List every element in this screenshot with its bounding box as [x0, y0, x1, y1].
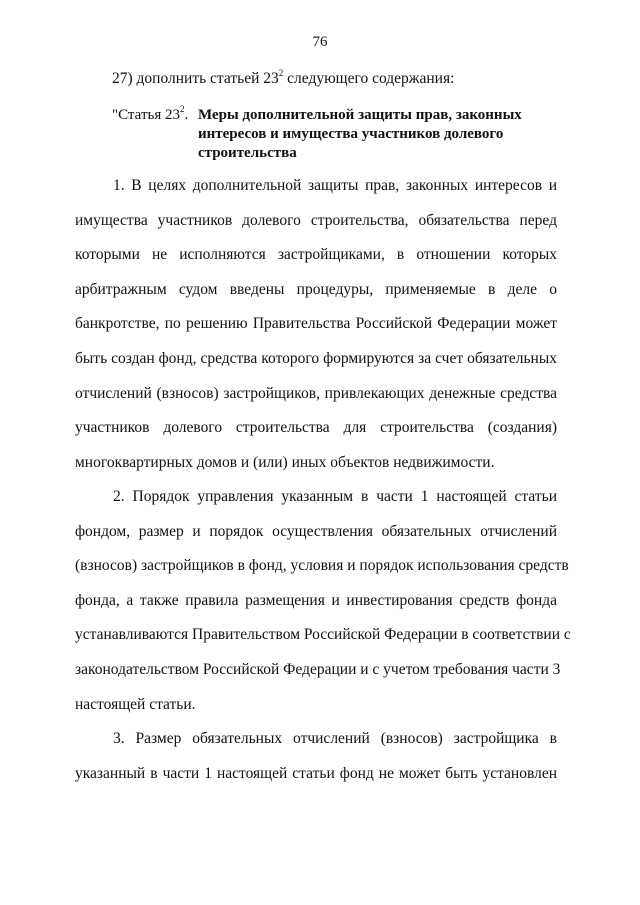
article-label-suffix: .	[184, 107, 189, 123]
paragraph-3	[75, 722, 557, 791]
paragraph-line: которыми не исполняются застройщиками, в отношении которых	[75, 246, 557, 264]
paragraph-line: участников долевого строительства для строительства (создания)	[75, 419, 557, 437]
paragraph-line: 3. Размер обязательных отчислений (взносов) застройщика в	[113, 730, 557, 747]
paragraph-line: указанный в части 1 настоящей статьи фонд не может быть установлен	[75, 764, 557, 782]
page-number: 76	[312, 34, 328, 50]
paragraph-line: законодательством Российской Федерации и с учетом требования части 3	[75, 660, 561, 678]
paragraph-line: 1. В целях дополнительной защиты прав, законных интересов и	[113, 177, 557, 194]
article-title-line: Меры дополнительной защиты прав, законных	[198, 107, 522, 123]
paragraph-line: банкротстве, по решению Правительства Российской Федерации может	[75, 315, 557, 333]
paragraph-line: устанавливаются Правительством Российской Федерации в соответствии с	[75, 626, 571, 644]
paragraph-line: отчислений (взносов) застройщиков, привлекающих денежные средства	[75, 384, 557, 402]
paragraph-line: (взносов) застройщиков в фонд, условия и порядок использования средств	[75, 557, 569, 575]
paragraph-line: многоквартирных домов и (или) иных объектов недвижимости.	[75, 453, 495, 471]
paragraph-line: имущества участников долевого строительства, обязательства перед	[75, 211, 557, 229]
article-label-prefix: "Статья 23	[112, 107, 180, 123]
paragraph-line: арбитражным судом введены процедуры, применяемые в деле о	[75, 280, 557, 298]
paragraph-line: настоящей статьи.	[75, 695, 196, 713]
paragraph-line: фонда, а также правила размещения и инвестирования средств фонда	[75, 591, 557, 609]
amendment-intro-prefix: 27) дополнить статьей 23	[112, 70, 279, 87]
paragraph-line: 2. Порядок управления указанным в части 1 настоящей статьи	[113, 488, 557, 505]
article-title	[198, 106, 548, 163]
article-label	[112, 106, 188, 125]
article-title-line: интересов и имущества участников долевого	[198, 126, 504, 142]
article-title-line: строительства	[198, 145, 297, 161]
paragraph-1	[75, 169, 557, 480]
paragraph-line: фондом, размер и порядок осуществления обязательных отчислений	[75, 522, 557, 540]
paragraph-line: быть создан фонд, средства которого формируются за счет обязательных	[75, 349, 557, 367]
amendment-intro	[112, 70, 454, 88]
amendment-intro-suffix: следующего содержания:	[283, 70, 455, 87]
article-label-superscript: 2	[179, 104, 185, 114]
amendment-intro-superscript: 2	[278, 68, 284, 78]
paragraph-2	[75, 480, 571, 722]
